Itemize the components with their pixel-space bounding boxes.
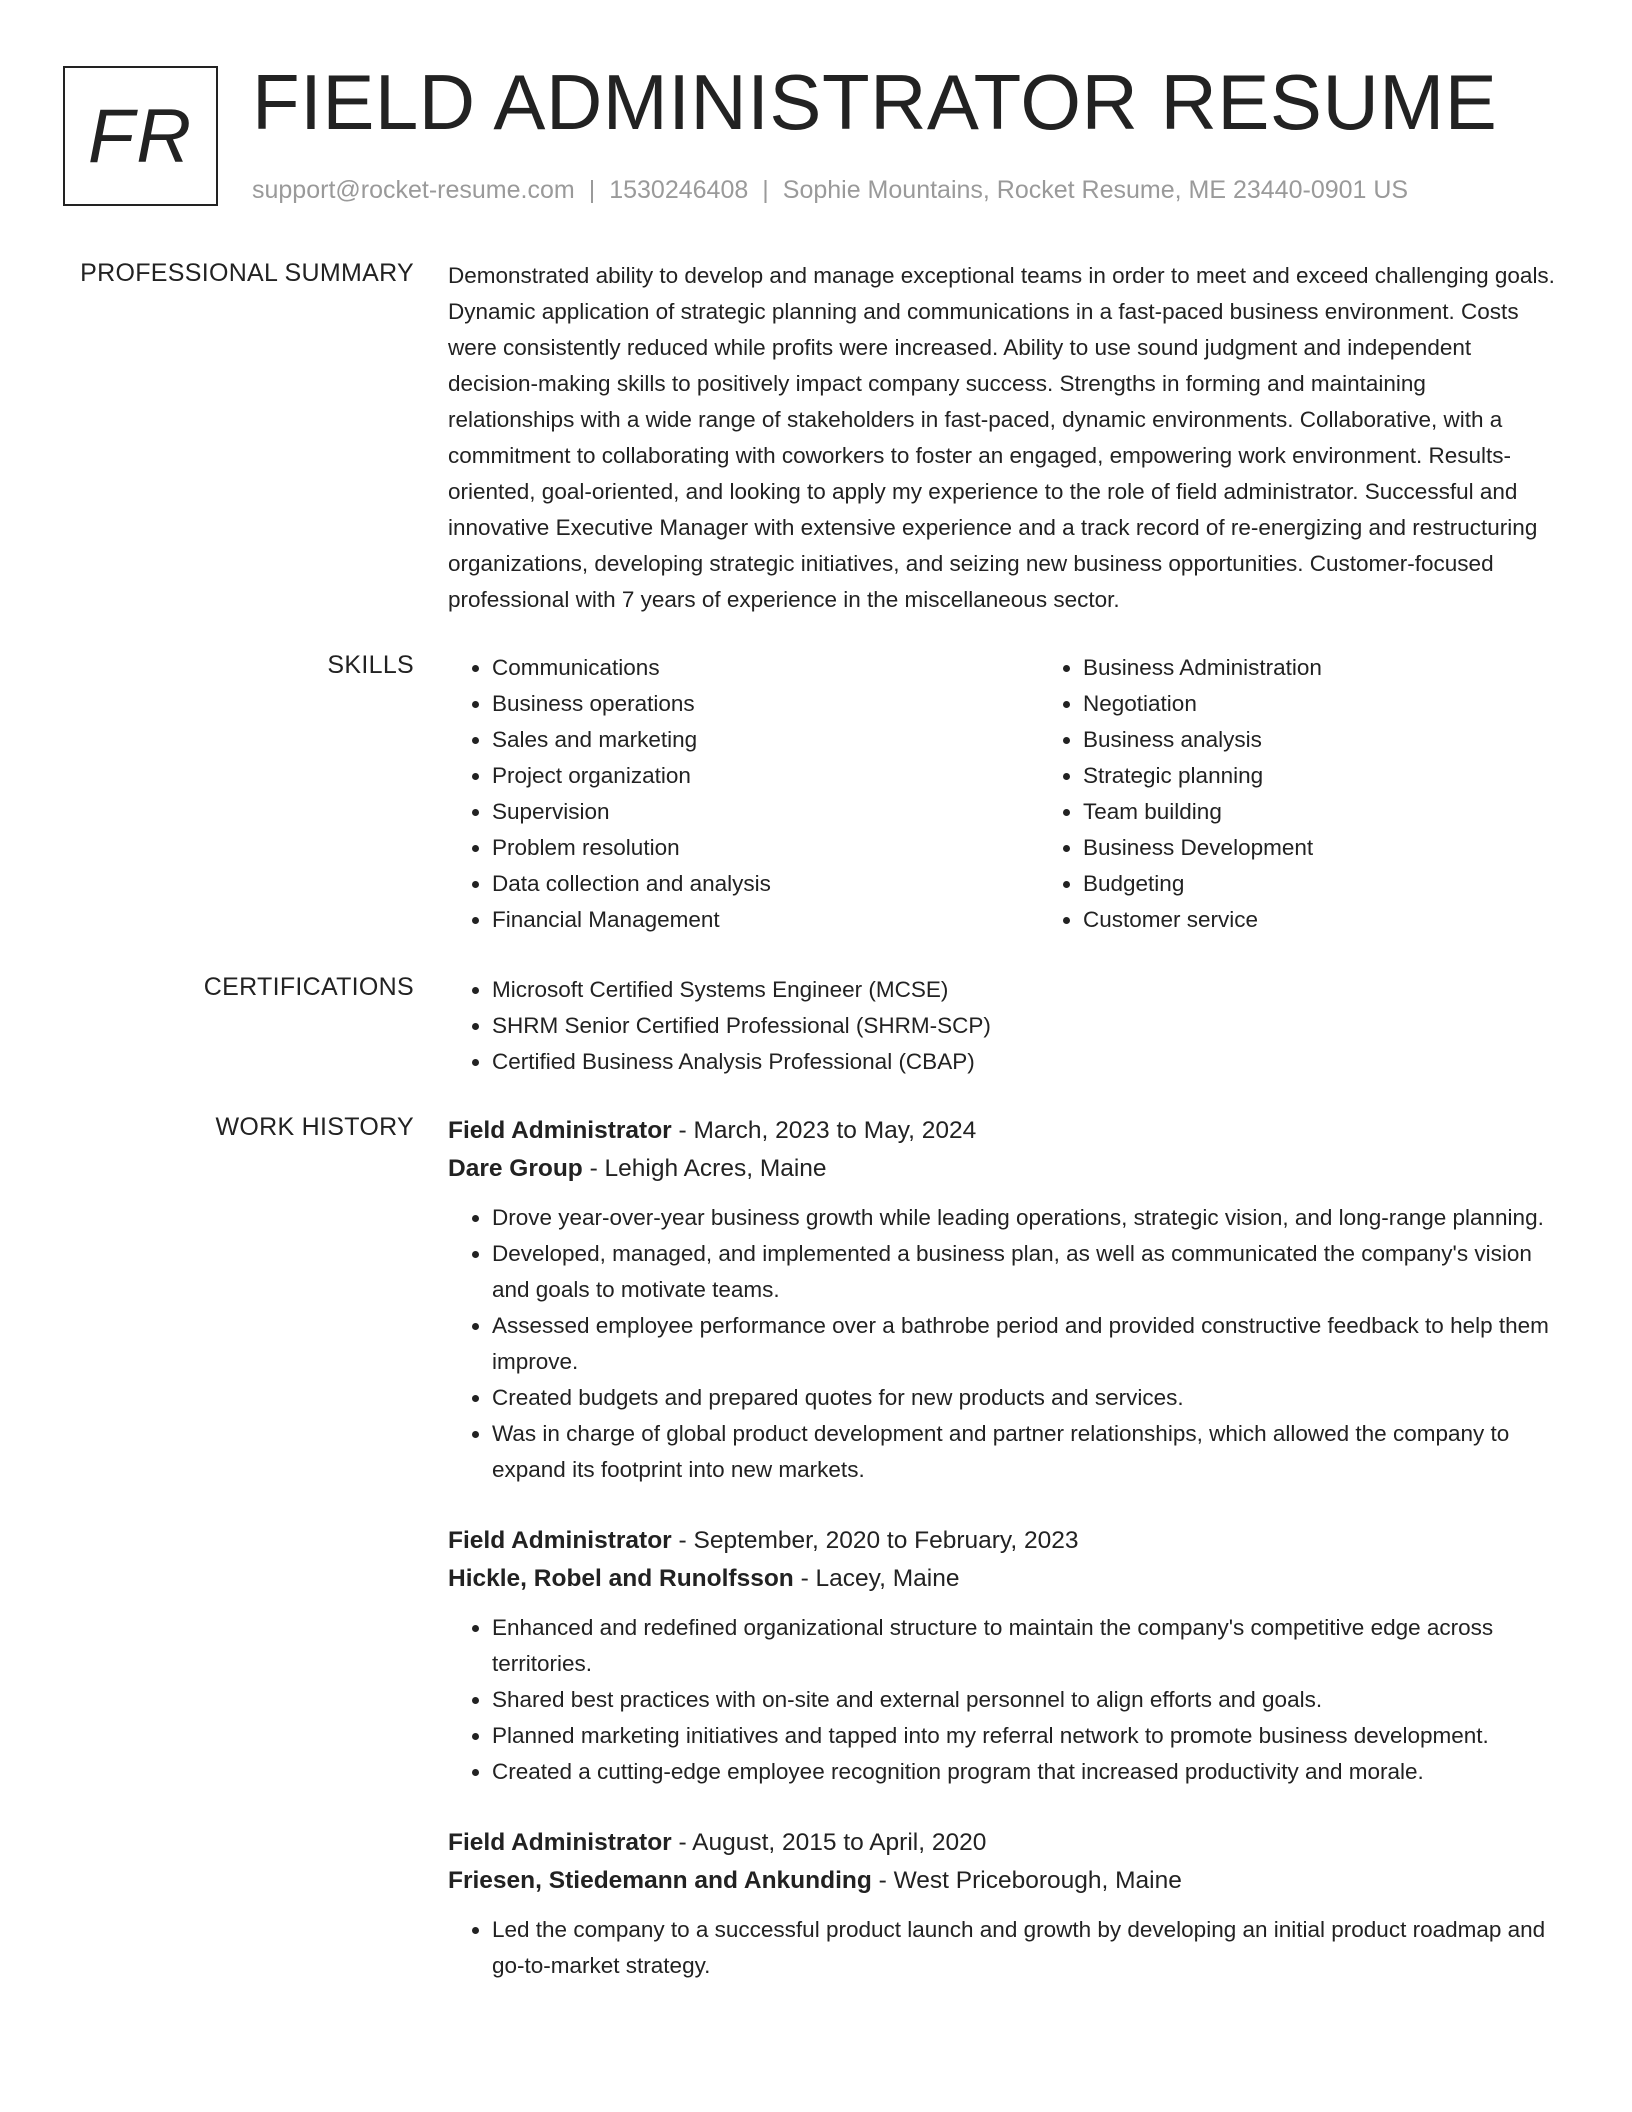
job-title-line [448, 1824, 1558, 1862]
skills-list-right [1039, 650, 1630, 938]
list-item: • Business Administration [1083, 650, 1630, 686]
contact-email: support@rocket-resume.com [252, 176, 575, 204]
list-item: • Business operations [492, 686, 1039, 722]
contact-address: Sophie Mountains, Rocket Resume, ME 23440-0901 US [782, 176, 1409, 204]
list-item: • Led the company to a successful product launch and growth by developing an initial product roadmap and go-to-market strategy. [492, 1912, 1558, 1984]
list-item: • Project organization [492, 758, 1039, 794]
list-item: • Problem resolution [492, 830, 1039, 866]
job-company: Friesen, Stiedemann and Ankunding [448, 1867, 872, 1894]
list-item: • Certified Business Analysis Professional (CBAP) [492, 1044, 1558, 1080]
job-title-line [448, 1112, 1558, 1150]
job-location: - Lehigh Acres, Maine [582, 1155, 827, 1182]
contact-phone: 1530246408 [609, 176, 749, 204]
monogram-logo: FR [63, 66, 218, 206]
job-title-line [448, 1522, 1558, 1560]
job-location: - Lacey, Maine [793, 1565, 960, 1592]
job-title: Field Administrator [448, 1829, 672, 1856]
skills-list-left [448, 650, 1039, 938]
list-item: • Data collection and analysis [492, 866, 1039, 902]
skills-section [0, 650, 1632, 938]
work-history-section [0, 1112, 1632, 2018]
contact-separator: | [588, 176, 596, 204]
job-company: Hickle, Robel and Runolfsson [448, 1565, 794, 1592]
list-item: • Enhanced and redefined organizational structure to maintain the company's competitive edge across territories. [492, 1610, 1558, 1682]
resume-title: FIELD ADMINISTRATOR RESUME [252, 58, 1498, 146]
section-label: CERTIFICATIONS [203, 973, 414, 1001]
certifications-body [448, 972, 1558, 1080]
job-entry [448, 1112, 1558, 1488]
list-item: • Financial Management [492, 902, 1039, 938]
job-bullets [448, 1912, 1558, 1984]
list-item: • Microsoft Certified Systems Engineer (MCSE) [492, 972, 1558, 1008]
job-entry [448, 1824, 1558, 1984]
list-item: • Team building [1083, 794, 1630, 830]
job-company-line [448, 1862, 1558, 1900]
list-item: • Customer service [1083, 902, 1630, 938]
list-item: • Developed, managed, and implemented a business plan, as well as communicated the company's vision and goals to motivate teams. [492, 1236, 1558, 1308]
summary-section [0, 258, 1632, 618]
section-label: SKILLS [327, 651, 414, 679]
resume-content [0, 258, 1632, 2018]
list-item: • Was in charge of global product development and partner relationships, which allowed the company to expand its footprint into new markets. [492, 1416, 1558, 1488]
job-bullets [448, 1200, 1558, 1488]
job-bullets [448, 1610, 1558, 1790]
list-item: • SHRM Senior Certified Professional (SHRM-SCP) [492, 1008, 1558, 1044]
list-item: • Shared best practices with on-site and external personnel to align efforts and goals. [492, 1682, 1558, 1718]
job-company-line [448, 1560, 1558, 1598]
certifications-list [448, 972, 1558, 1080]
job-title: Field Administrator [448, 1527, 672, 1554]
list-item: • Communications [492, 650, 1039, 686]
skills-body [448, 650, 1558, 938]
job-entry [448, 1522, 1558, 1790]
section-label: WORK HISTORY [215, 1113, 414, 1141]
section-label: PROFESSIONAL SUMMARY [80, 259, 414, 287]
certifications-section [0, 972, 1632, 1080]
job-location: - West Priceborough, Maine [871, 1867, 1182, 1894]
summary-text: Demonstrated ability to develop and manage exceptional teams in order to meet and exceed challenging goals. Dynamic application of strategic planning and communications in a fast-paced business environment. Costs were consistently reduced while profits were increased. Ability to use sound judgment and independent decision-making skills to positively impact company success. Strengths in forming and maintaining relationships with a wide range of stakeholders in fast-paced, dynamic environments. Collaborative, with a commitment to collaborating with coworkers to foster an engaged, empowering work environment. Results-oriented, goal-oriented, and looking to apply my experience to the role of field administrator. Successful and innovative Executive Manager with extensive experience and a track record of re-energizing and restructuring organizations, developing strategic initiatives, and seizing new business opportunities. Customer-focused professional with 7 years of experience in the miscellaneous sector. [448, 263, 1555, 612]
work-history-body [448, 1112, 1558, 2018]
contact-separator: | [762, 176, 769, 204]
contact-line [252, 174, 1408, 206]
list-item: • Assessed employee performance over a bathrobe period and provided constructive feedback to help them improve. [492, 1308, 1558, 1380]
job-dates: - August, 2015 to April, 2020 [671, 1829, 987, 1856]
job-company: Dare Group [448, 1155, 583, 1182]
list-item: • Sales and marketing [492, 722, 1039, 758]
list-item: • Supervision [492, 794, 1039, 830]
list-item: • Created a cutting-edge employee recognition program that increased productivity and morale. [492, 1754, 1558, 1790]
list-item: • Planned marketing initiatives and tapped into my referral network to promote business development. [492, 1718, 1558, 1754]
job-title: Field Administrator [448, 1117, 672, 1144]
summary-body [448, 258, 1558, 618]
list-item: • Strategic planning [1083, 758, 1630, 794]
list-item: • Drove year-over-year business growth while leading operations, strategic vision, and long-range planning. [492, 1200, 1558, 1236]
list-item: • Business Development [1083, 830, 1630, 866]
job-dates: - March, 2023 to May, 2024 [671, 1117, 977, 1144]
job-company-line [448, 1150, 1558, 1188]
list-item: • Budgeting [1083, 866, 1630, 902]
job-dates: - September, 2020 to February, 2023 [671, 1527, 1079, 1554]
list-item: • Negotiation [1083, 686, 1630, 722]
list-item: • Created budgets and prepared quotes for new products and services. [492, 1380, 1558, 1416]
list-item: • Business analysis [1083, 722, 1630, 758]
